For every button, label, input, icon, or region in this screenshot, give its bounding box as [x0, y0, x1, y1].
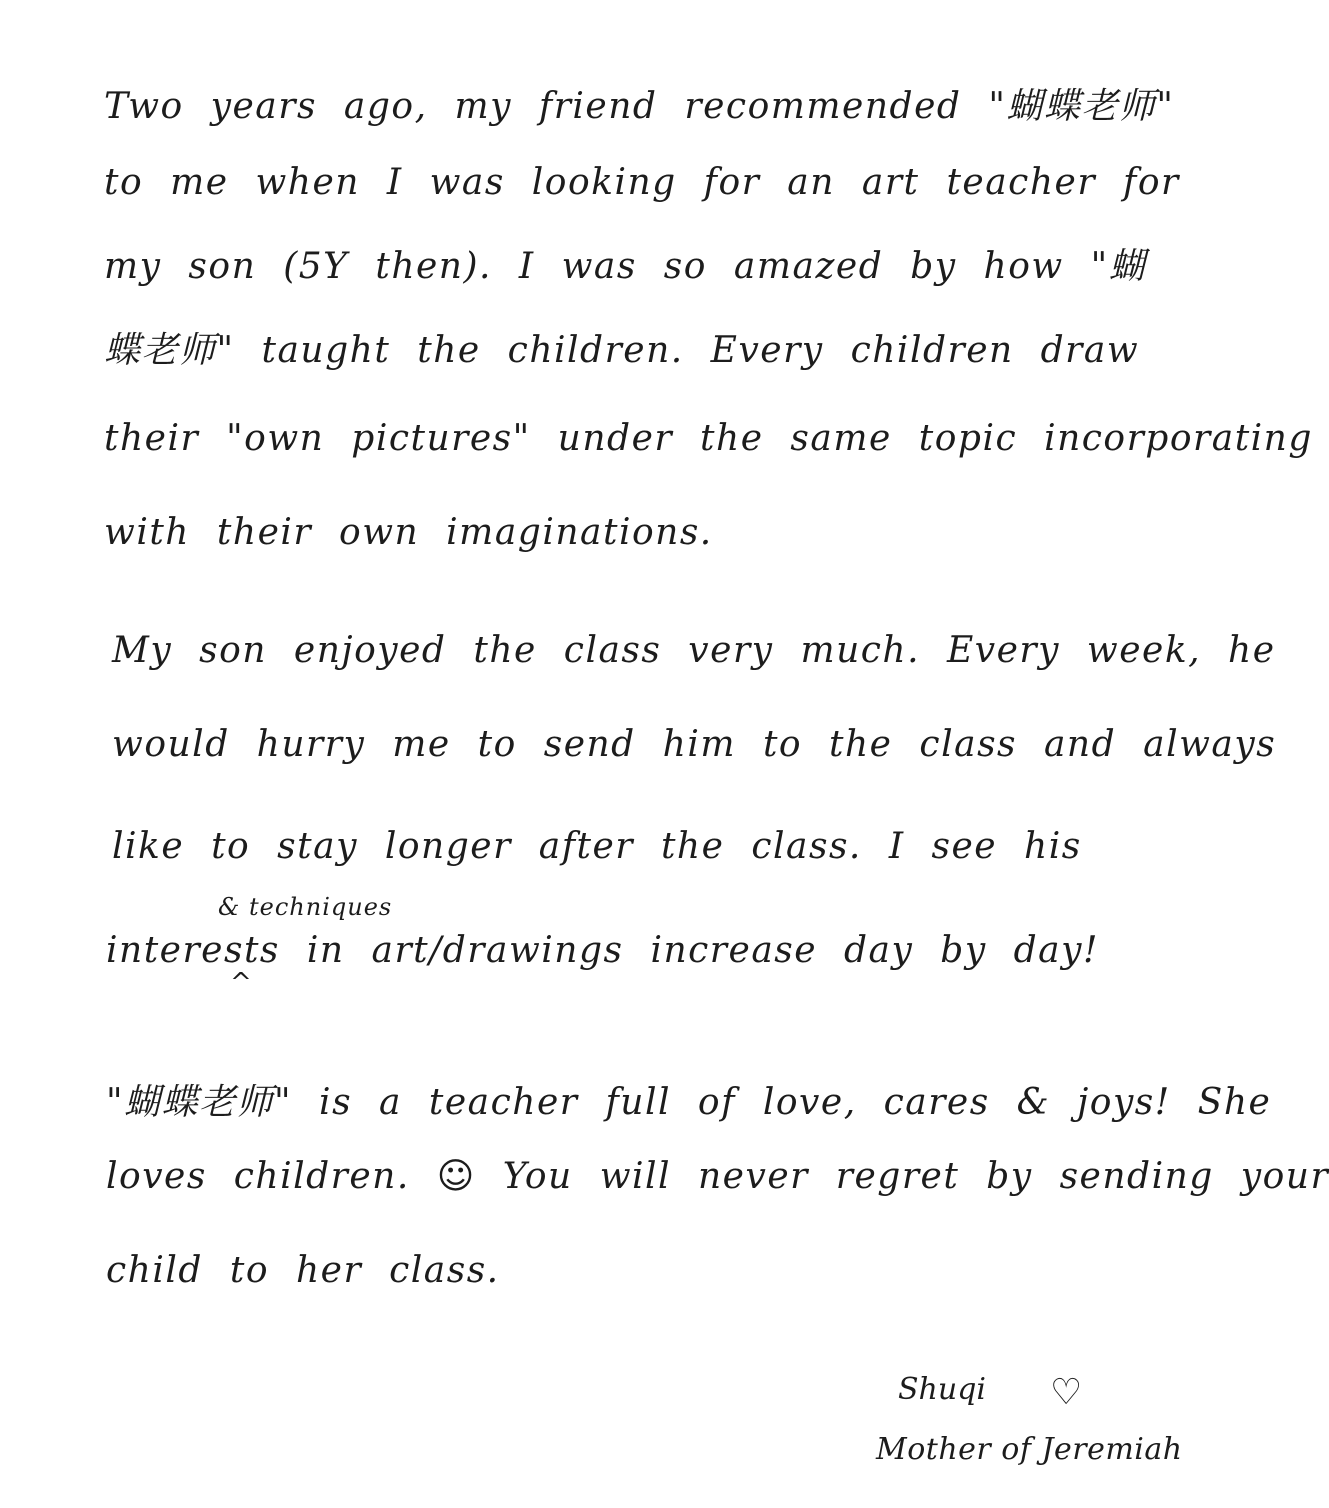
signoff: Mother of Jeremiah [876, 1432, 1183, 1467]
paragraph-3-line-2-end: You will never regret by sending your [502, 1156, 1329, 1197]
paragraph-1-line-2: to me when I was looking for an art teacher for [104, 162, 1180, 203]
paragraph-3-line-1: "蝴蝶老师" is a teacher full of love, cares & joys! She [106, 1082, 1272, 1123]
paragraph-1-line-5: their "own pictures" under the same topic incorporating [104, 418, 1313, 459]
smile-icon: ☺ [436, 1156, 476, 1197]
paragraph-2-line-3: like to stay longer after the class. I see his [112, 826, 1082, 867]
heart-icon: ♡ [1050, 1372, 1083, 1413]
paragraph-2-line-4: interests in art/drawings increase day by day! [106, 930, 1099, 971]
insertion-caret: ^ [230, 968, 252, 998]
paragraph-3-line-2 [106, 1156, 1329, 1197]
paragraph-2-line-1: My son enjoyed the class very much. Every week, he [112, 630, 1276, 671]
paragraph-2-line-2: would hurry me to send him to the class and always [112, 724, 1277, 765]
paragraph-1-line-1: Two years ago, my friend recommended "蝴蝶老师" [104, 86, 1175, 127]
signature: Shuqi [898, 1372, 986, 1407]
paragraph-3-line-2-start: loves children. [106, 1156, 410, 1197]
paragraph-1-line-3: my son (5Y then). I was so amazed by how "蝴 [104, 246, 1147, 287]
paragraph-1-line-4: 蝶老师" taught the children. Every children draw [104, 330, 1140, 371]
inserted-annotation: & techniques [218, 893, 393, 921]
paragraph-1-line-6: with their own imaginations. [104, 512, 713, 553]
paragraph-3-line-3: child to her class. [106, 1250, 500, 1291]
